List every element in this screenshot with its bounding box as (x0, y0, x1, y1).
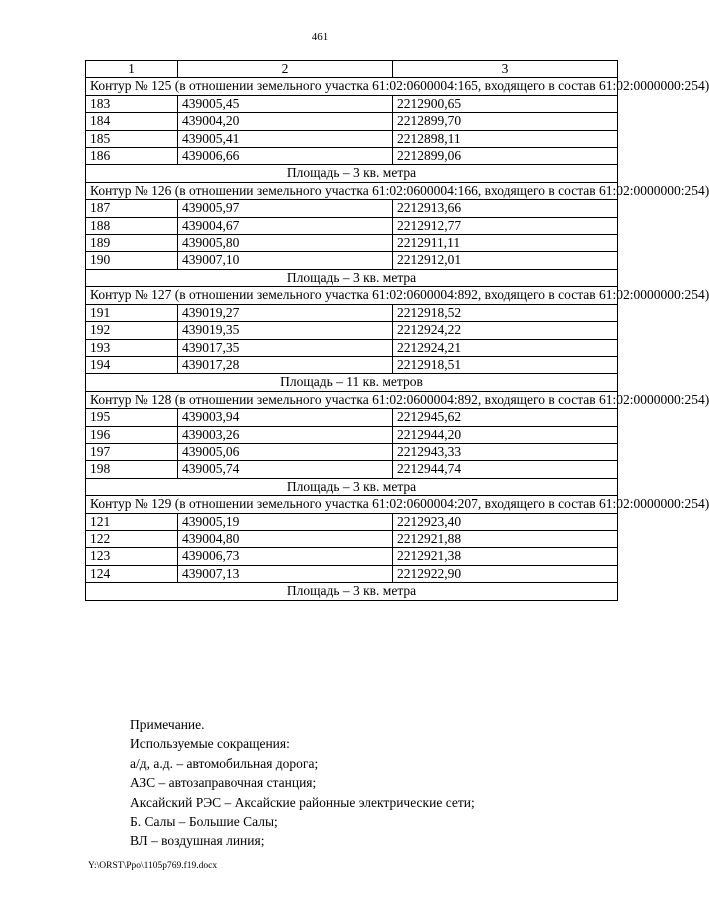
x-coordinate-cell: 439006,73 (178, 548, 393, 565)
contour-title: Контур № 125 (в отношении земельного участка 61:02:0600004:165, входящего в состав 61:02:0000000:254) (86, 78, 618, 95)
point-number-cell: 188 (86, 217, 178, 234)
point-number-cell: 124 (86, 565, 178, 582)
point-number-cell: 196 (86, 426, 178, 443)
x-coordinate-cell: 439019,35 (178, 322, 393, 339)
x-coordinate-cell: 439005,41 (178, 130, 393, 147)
x-coordinate-cell: 439003,94 (178, 409, 393, 426)
x-coordinate-cell: 439017,28 (178, 356, 393, 373)
point-number-cell: 198 (86, 461, 178, 478)
y-coordinate-cell: 2212899,70 (393, 113, 618, 130)
contour-title: Контур № 129 (в отношении земельного участка 61:02:0600004:207, входящего в состав 61:02:0000000:254) (86, 496, 618, 513)
contour-area: Площадь – 3 кв. метра (86, 165, 618, 182)
contour-area: Площадь – 3 кв. метра (86, 269, 618, 286)
point-number-cell: 192 (86, 322, 178, 339)
point-number-cell: 189 (86, 235, 178, 252)
contour-area-row (86, 165, 618, 182)
point-number-cell: 197 (86, 443, 178, 460)
notes-line: Б. Салы – Большие Салы; (130, 814, 278, 830)
contour-title: Контур № 128 (в отношении земельного участка 61:02:0600004:892, входящего в состав 61:02:0000000:254) (86, 391, 618, 408)
notes-section (130, 715, 475, 851)
table-row (86, 200, 618, 217)
notes-line: Используемые сокращения: (130, 736, 290, 752)
y-coordinate-cell: 2212922,90 (393, 565, 618, 582)
column-header: 2 (178, 61, 393, 78)
x-coordinate-cell: 439005,19 (178, 513, 393, 530)
contour-title-row (86, 391, 618, 408)
contour-area-row (86, 269, 618, 286)
point-number-cell: 184 (86, 113, 178, 130)
table-body (86, 78, 709, 600)
y-coordinate-cell: 2212900,65 (393, 95, 618, 112)
table-row (86, 113, 618, 130)
notes-line: ВЛ – воздушная линия; (130, 833, 265, 849)
table-row (86, 548, 618, 565)
x-coordinate-cell: 439004,80 (178, 530, 393, 547)
file-path-footer: Y:\ORST\Ppo\1105p769.f19.docx (88, 861, 218, 871)
y-coordinate-cell: 2212945,62 (393, 409, 618, 426)
point-number-cell: 190 (86, 252, 178, 269)
table-row (86, 304, 618, 321)
coordinates-table (85, 60, 709, 601)
x-coordinate-cell: 439005,45 (178, 95, 393, 112)
x-coordinate-cell: 439017,35 (178, 339, 393, 356)
contour-area-row (86, 478, 618, 495)
y-coordinate-cell: 2212921,88 (393, 530, 618, 547)
y-coordinate-cell: 2212921,38 (393, 548, 618, 565)
point-number-cell: 194 (86, 356, 178, 373)
contour-title-row (86, 182, 618, 199)
point-number-cell: 122 (86, 530, 178, 547)
y-coordinate-cell: 2212943,33 (393, 443, 618, 460)
table-row (86, 322, 618, 339)
x-coordinate-cell: 439005,97 (178, 200, 393, 217)
x-coordinate-cell: 439007,10 (178, 252, 393, 269)
table-row (86, 356, 618, 373)
contour-area: Площадь – 11 кв. метров (86, 374, 618, 391)
point-number-cell: 193 (86, 339, 178, 356)
x-coordinate-cell: 439019,27 (178, 304, 393, 321)
point-number-cell: 186 (86, 148, 178, 165)
table-row (86, 409, 618, 426)
contour-title: Контур № 126 (в отношении земельного участка 61:02:0600004:166, входящего в состав 61:02:0000000:254) (86, 182, 618, 199)
point-number-cell: 123 (86, 548, 178, 565)
notes-line: Аксайский РЭС – Аксайские районные электрические сети; (130, 794, 475, 810)
y-coordinate-cell: 2212918,52 (393, 304, 618, 321)
notes-line: а/д, а.д. – автомобильная дорога; (130, 755, 319, 771)
y-coordinate-cell: 2212924,22 (393, 322, 618, 339)
y-coordinate-cell: 2212912,77 (393, 217, 618, 234)
table-row (86, 461, 618, 478)
column-header: 1 (86, 61, 178, 78)
point-number-cell: 187 (86, 200, 178, 217)
y-coordinate-cell: 2212944,74 (393, 461, 618, 478)
y-coordinate-cell: 2212912,01 (393, 252, 618, 269)
x-coordinate-cell: 439004,67 (178, 217, 393, 234)
x-coordinate-cell: 439005,74 (178, 461, 393, 478)
table-row (86, 339, 618, 356)
y-coordinate-cell: 2212913,66 (393, 200, 618, 217)
x-coordinate-cell: 439007,13 (178, 565, 393, 582)
contour-area-row (86, 374, 618, 391)
table-row (86, 565, 618, 582)
x-coordinate-cell: 439004,20 (178, 113, 393, 130)
table-row (86, 530, 618, 547)
page-number: 461 (311, 31, 329, 43)
contour-title-row (86, 496, 618, 513)
table-row (86, 130, 618, 147)
table-row (86, 217, 618, 234)
table-row (86, 95, 618, 112)
y-coordinate-cell: 2212923,40 (393, 513, 618, 530)
y-coordinate-cell: 2212944,20 (393, 426, 618, 443)
y-coordinate-cell: 2212911,11 (393, 235, 618, 252)
y-coordinate-cell: 2212924,21 (393, 339, 618, 356)
contour-title-row (86, 78, 618, 95)
x-coordinate-cell: 439005,80 (178, 235, 393, 252)
contour-title: Контур № 127 (в отношении земельного участка 61:02:0600004:892, входящего в состав 61:02:0000000:254) (86, 287, 618, 304)
y-coordinate-cell: 2212899,06 (393, 148, 618, 165)
table-row (86, 443, 618, 460)
column-header: 3 (393, 61, 618, 78)
notes-line: АЗС – автозаправочная станция; (130, 775, 317, 791)
y-coordinate-cell: 2212918,51 (393, 356, 618, 373)
table-row (86, 148, 618, 165)
table-row (86, 235, 618, 252)
x-coordinate-cell: 439005,06 (178, 443, 393, 460)
point-number-cell: 183 (86, 95, 178, 112)
y-coordinate-cell: 2212898,11 (393, 130, 618, 147)
table-row (86, 426, 618, 443)
x-coordinate-cell: 439006,66 (178, 148, 393, 165)
table-row (86, 252, 618, 269)
point-number-cell: 185 (86, 130, 178, 147)
contour-area: Площадь – 3 кв. метра (86, 478, 618, 495)
point-number-cell: 121 (86, 513, 178, 530)
contour-area-row (86, 583, 618, 600)
contour-title-row (86, 287, 618, 304)
table-header-row (86, 61, 618, 78)
x-coordinate-cell: 439003,26 (178, 426, 393, 443)
notes-title: Примечание. (130, 717, 205, 732)
point-number-cell: 195 (86, 409, 178, 426)
table-row (86, 513, 618, 530)
contour-area: Площадь – 3 кв. метра (86, 583, 618, 600)
point-number-cell: 191 (86, 304, 178, 321)
